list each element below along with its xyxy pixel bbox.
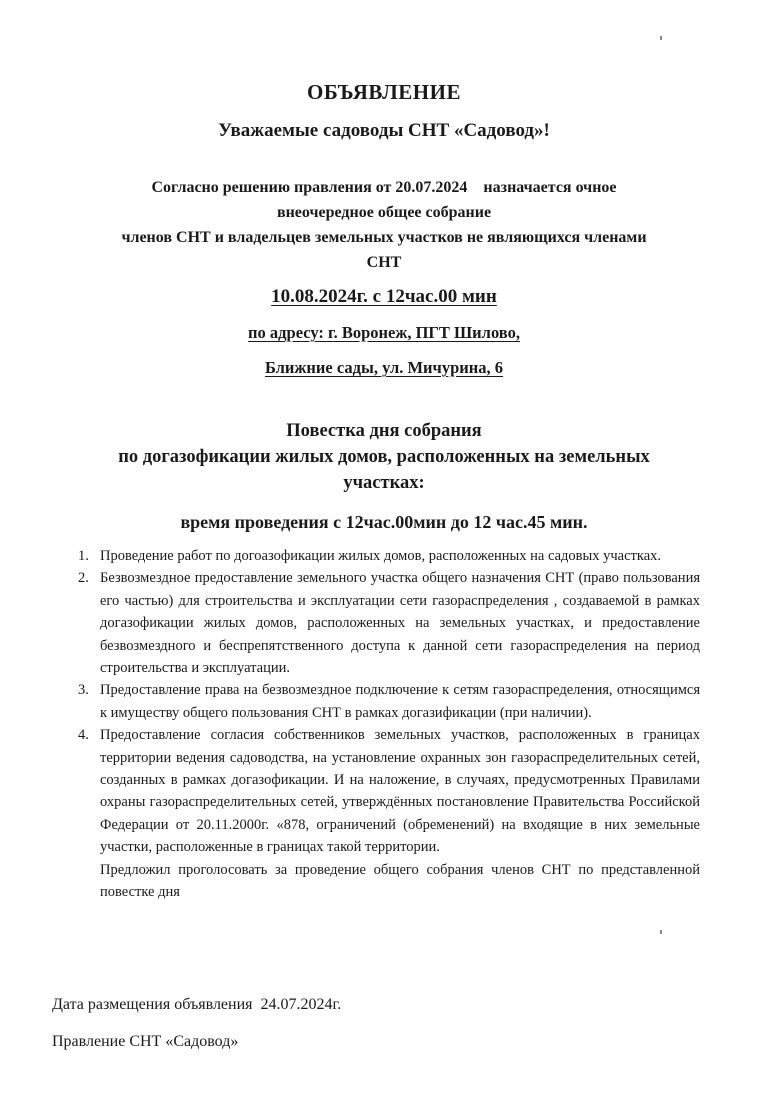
address-line-1 [0, 323, 768, 343]
agenda-item-text: Проведение работ по догоазофикации жилых домов, расположенных на садовых участках. [100, 548, 662, 564]
scan-speck [660, 930, 662, 934]
agenda-heading-line: участках: [343, 473, 425, 493]
agenda-item-number: 2. [78, 570, 89, 587]
agenda-item [70, 545, 700, 567]
agenda-heading [0, 418, 768, 496]
posting-date: Дата размещения объявления 24.07.2024г. [52, 996, 342, 1013]
notice-title: ОБЪЯВЛЕНИЕ [307, 80, 461, 104]
decision-line: внеочередное общее собрание [276, 204, 492, 221]
decision-line: членов СНТ и владельцев земельных участков не являющихся членами [121, 229, 647, 246]
board-signature: Правление СНТ «Садовод» [52, 1033, 239, 1050]
agenda-heading-line: по догазофикации жилых домов, расположенных на земельных [118, 447, 650, 467]
decision-line: СНТ [366, 254, 402, 271]
address-line-1-text: по адресу: г. Воронеж, ПГТ Шилово, [248, 323, 520, 342]
agenda-item-text: Предоставление права на безвозмездное подключение к сетям газораспределения, относящимся к имуществу общего пользования СНТ в рамках догазификации (при наличии). [100, 682, 700, 721]
meeting-time: время проведения с 12час.00мин до 12 час.45 мин. [180, 512, 588, 532]
agenda-item-number: 4. [78, 727, 89, 744]
meeting-date [0, 286, 768, 308]
proposal-text: Предложил проголосовать за проведение общего собрания членов СНТ по представленной повестке дня [100, 861, 700, 901]
agenda-list [70, 545, 700, 904]
agenda-item [70, 724, 700, 858]
address-line-2-text: Ближние сады, ул. Мичурина, 6 [264, 358, 504, 377]
scan-speck [660, 36, 662, 40]
greeting: Уважаемые садоводы СНТ «Садовод»! [218, 120, 550, 141]
agenda-item-text: Безвозмездное предоставление земельного участка общего назначения СНТ (право пользования его частью) для строительства и эксплуатации сети газораспределения , создаваемой в рамках догазофикации жилых домов, расположенных на земельных участках, и предоставление безвозмездного и беспрепятственного доступа к данной сети газораспределения на период строительства и эксплуатации. [100, 570, 700, 677]
agenda-item-number: 3. [78, 682, 89, 699]
agenda-item [70, 567, 700, 679]
decision-block [0, 175, 768, 275]
address-line-2 [0, 358, 768, 378]
agenda-item [70, 679, 700, 724]
agenda-item-number: 1. [78, 548, 89, 564]
meeting-date-text: 10.08.2024г. с 12час.00 мин [271, 286, 497, 307]
agenda-item-text: Предоставление согласия собственников земельных участков, расположенных в границах территории ведения садоводства, на установление охранных зон газораспределительных сетей, созданных в рамках догазофикации. И на наложение, в случаях, предусмотренных Правилами охраны газораспределительных сетей, утверждённых постановление Правительства Российской Федерации от 20.11.2000г. «878, ограничений (обременений) на входящие в них земельные участки, расположенные в границах такой территории. [100, 727, 700, 856]
agenda-heading-line: Повестка дня собрания [286, 421, 482, 441]
decision-line: Согласно решению правления от 20.07.2024 назначается очное [151, 179, 617, 196]
